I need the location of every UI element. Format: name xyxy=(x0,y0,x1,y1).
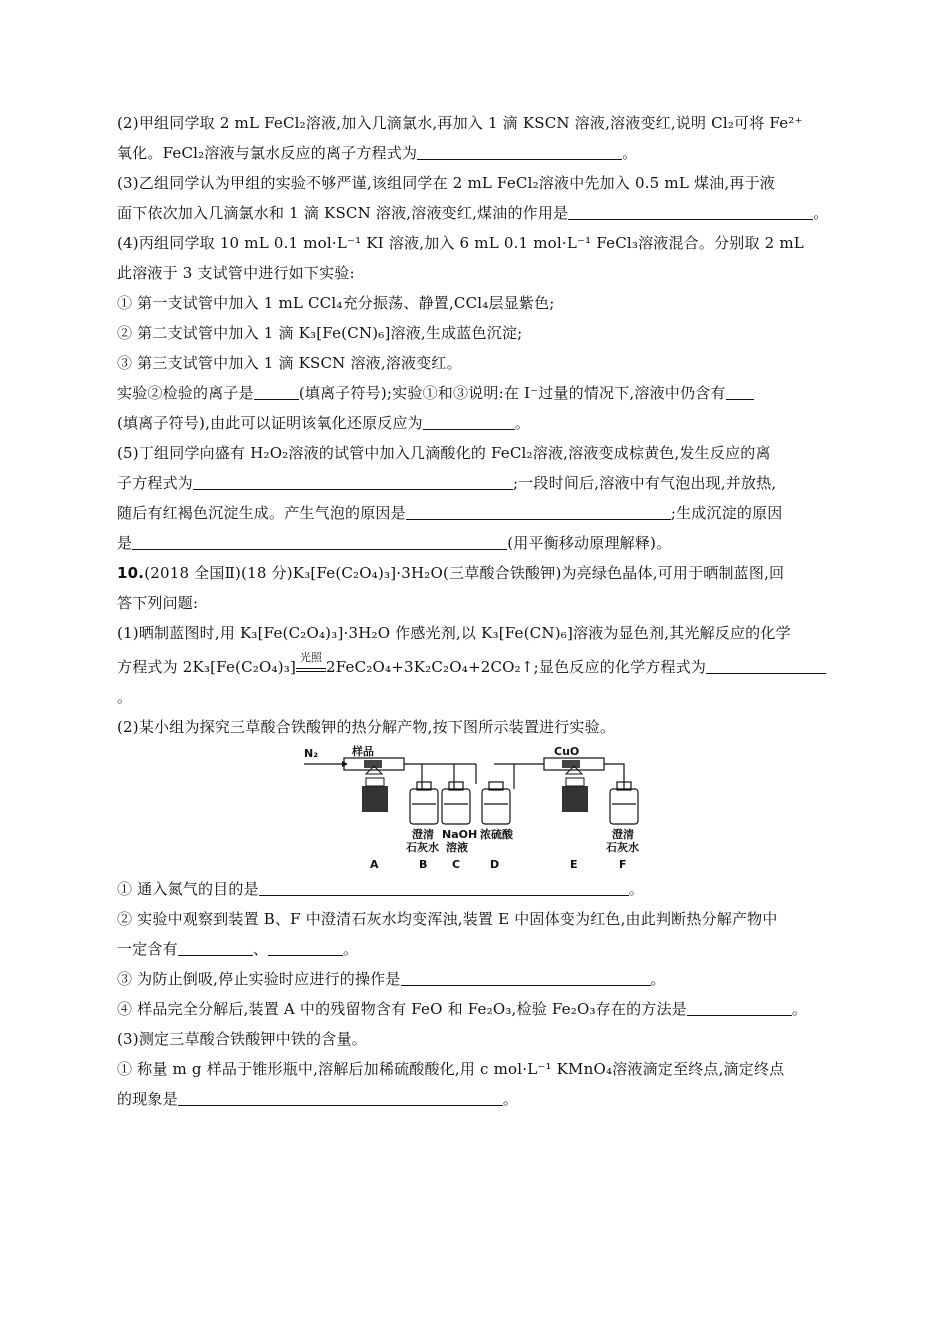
letter-f: F xyxy=(619,858,627,871)
bottle-d xyxy=(482,782,510,824)
q10-part2-step2-line2: 一定含有 、 。 xyxy=(117,940,359,958)
q10-part3-step1-line1: ① 称量 m g 样品于锥形瓶中,溶解后加稀硫酸酸化,用 c mol·L⁻¹ KMnO₄溶液滴定至终点,滴定终点 xyxy=(117,1060,785,1078)
bottle-b-label-2: 石灰水 xyxy=(406,841,439,854)
answer-blank[interactable] xyxy=(193,472,513,490)
q10-part3-step1-line2: 的现象是 。 xyxy=(117,1090,519,1108)
q9-part2-line1: (2)甲组同学取 2 mL FeCl₂溶液,加入几滴氯水,再加入 1 滴 KSCN 溶液,溶液变红,说明 Cl₂可将 Fe²⁺ xyxy=(117,114,803,132)
cuo-label: CuO xyxy=(554,745,580,758)
q9-part4-line2: 此溶液于 3 支试管中进行如下实验: xyxy=(117,264,355,282)
bottle-c-label-2: 溶液 xyxy=(446,841,468,854)
q10-part2-step1: ① 通入氮气的目的是 。 xyxy=(117,880,644,898)
q10-part2-step2-line1: ② 实验中观察到装置 B、F 中澄清石灰水均变浑浊,装置 E 中固体变为红色,由此判断热分解产物中 xyxy=(117,910,778,928)
answer-blank[interactable] xyxy=(401,968,651,986)
q10-part2-line1: (2)某小组为探究三草酸合铁酸钾的热分解产物,按下图所示装置进行实验。 xyxy=(117,718,616,736)
answer-blank[interactable] xyxy=(406,502,671,520)
q9-part4-question2: (填离子符号),由此可以证明该氧化还原反应为 。 xyxy=(117,414,531,432)
bottle-f-label-2: 石灰水 xyxy=(606,841,639,854)
q9-part4-step3: ③ 第三支试管中加入 1 滴 KSCN 溶液,溶液变红。 xyxy=(117,354,462,372)
q10-part1-line1: (1)晒制蓝图时,用 K₃[Fe(C₂O₄)₃]·3H₂O 作感光剂,以 K₃[Fe(CN)₆]溶液为显色剂,其光解反应的化学 xyxy=(117,624,791,642)
bottle-b xyxy=(410,782,438,824)
n2-label: N₂ xyxy=(304,747,319,760)
document-page xyxy=(117,108,837,1114)
q9-part3-line2: 面下依次加入几滴氯水和 1 滴 KSCN 溶液,溶液变红,煤油的作用是 。 xyxy=(117,204,829,222)
answer-blank[interactable] xyxy=(417,142,622,160)
letter-d: D xyxy=(490,858,500,871)
q9-part5-line4: 是 (用平衡移动原理解释)。 xyxy=(117,534,672,552)
answer-blank[interactable] xyxy=(259,878,629,896)
q10-part2-step4: ④ 样品完全分解后,装置 A 中的残留物含有 FeO 和 Fe₂O₃,检验 Fe₂O₃存在的方法是 。 xyxy=(117,1000,808,1018)
bottle-f-label-1: 澄清 xyxy=(612,828,634,841)
letter-b: B xyxy=(419,858,428,871)
q9-part5-line3: 随后有红褐色沉淀生成。产生气泡的原因是 ;生成沉淀的原因 xyxy=(117,504,783,522)
bottle-b-label-1: 澄清 xyxy=(412,828,434,841)
q9-part5-line2: 子方程式为 ;一段时间后,溶液中有气泡出现,并放热, xyxy=(117,474,777,492)
letter-e: E xyxy=(570,858,578,871)
q9-part4-question1: 实验②检验的离子是 (填离子符号);实验①和③说明:在 I⁻过量的情况下,溶液中仍含有 xyxy=(117,378,837,408)
q9-part4-step1: ① 第一支试管中加入 1 mL CCl₄充分振荡、静置,CCl₄层显紫色; xyxy=(117,294,555,312)
q9-part4-line1: (4)丙组同学取 10 mL 0.1 mol·L⁻¹ KI 溶液,加入 6 mL 0.1 mol·L⁻¹ FeCl₃溶液混合。分别取 2 mL xyxy=(117,234,804,252)
bottle-c-label-1: NaOH xyxy=(442,828,478,841)
q10-part2-step3: ③ 为防止倒吸,停止实验时应进行的操作是 。 xyxy=(117,970,666,988)
answer-blank[interactable] xyxy=(726,382,754,400)
bottle-d-label: 浓硫酸 xyxy=(480,828,513,841)
q9-part5-line1: (5)丁组同学向盛有 H₂O₂溶液的试管中加入几滴酸化的 FeCl₂溶液,溶液变成棕黄色,发生反应的离 xyxy=(117,444,771,462)
q9-part2-line2: 氧化。FeCl₂溶液与氯水反应的离子方程式为 。 xyxy=(117,144,638,162)
question-number: 10. xyxy=(117,564,145,582)
letter-a: A xyxy=(370,858,379,871)
q10-header-line2: 答下列问题: xyxy=(117,594,199,612)
answer-blank[interactable] xyxy=(687,998,792,1016)
q9-part3-line1: (3)乙组同学认为甲组的实验不够严谨,该组同学在 2 mL FeCl₂溶液中先加入 0.5 mL 煤油,再于液 xyxy=(117,174,775,192)
q10-header-line1: 10.(2018 全国Ⅱ)(18 分)K₃[Fe(C₂O₄)₃]·3H₂O(三草酸合铁酸钾)为亮绿色晶体,可用于晒制蓝图,回 xyxy=(117,564,785,582)
apparatus-diagram xyxy=(304,744,654,874)
burner-e xyxy=(562,766,588,812)
q9-part4-step2: ② 第二支试管中加入 1 滴 K₃[Fe(CN)₆]溶液,生成蓝色沉淀; xyxy=(117,324,523,342)
reaction-condition: 光照 xyxy=(296,666,326,672)
answer-blank[interactable] xyxy=(178,938,253,956)
q10-part3-line1: (3)测定三草酸合铁酸钾中铁的含量。 xyxy=(117,1030,367,1048)
bottle-c xyxy=(442,782,470,824)
sample-label: 样品 xyxy=(352,745,374,758)
answer-blank[interactable] xyxy=(568,202,813,220)
apparatus-figure xyxy=(117,744,837,874)
answer-blank[interactable] xyxy=(268,938,343,956)
answer-blank[interactable] xyxy=(706,656,826,674)
letter-row xyxy=(370,858,627,871)
answer-blank[interactable] xyxy=(132,532,507,550)
q10-part1-line3: 。 xyxy=(117,688,133,706)
answer-blank[interactable] xyxy=(178,1088,503,1106)
burner-a xyxy=(362,766,388,812)
q10-part1-line2: 方程式为 2K₃[Fe(C₂O₄)₃] 光照 2FeC₂O₄+3K₂C₂O₄+2CO₂↑;显色反应的化学方程式为 xyxy=(117,652,837,682)
answer-blank[interactable] xyxy=(423,412,515,430)
letter-c: C xyxy=(452,858,461,871)
answer-blank[interactable] xyxy=(254,382,299,400)
